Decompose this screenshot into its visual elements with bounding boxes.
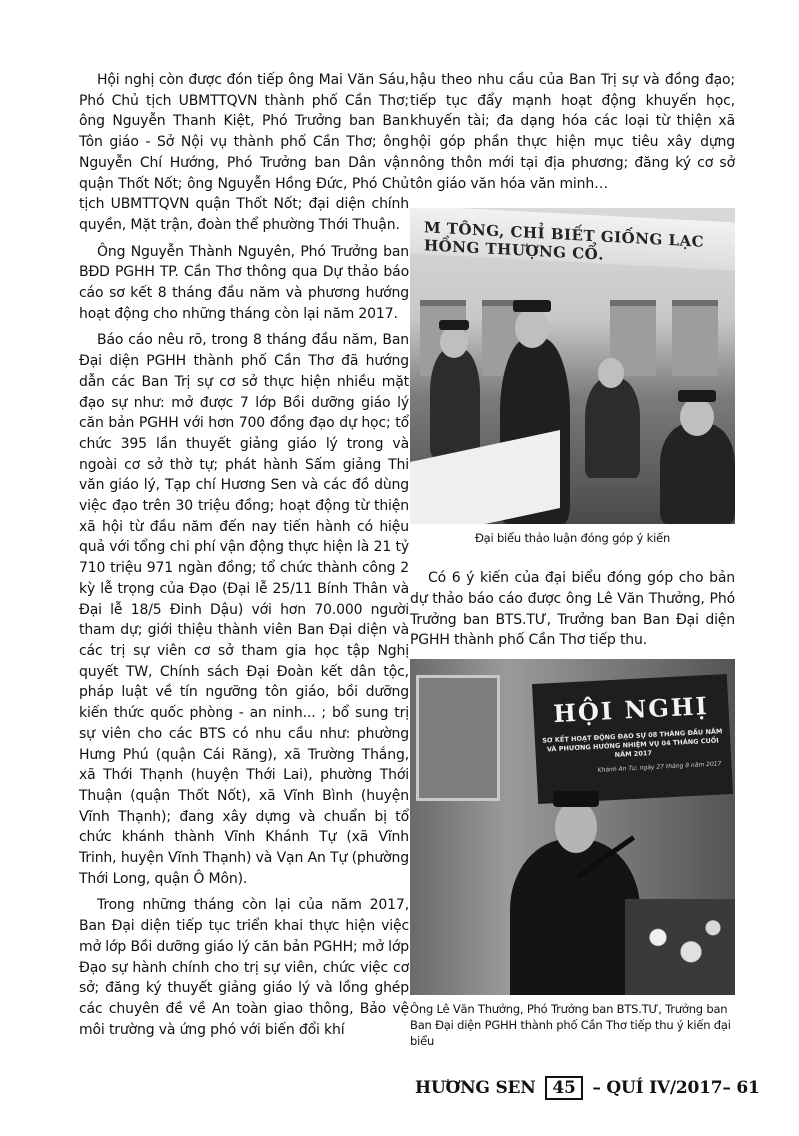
- issue-quarter: – QUÍ IV/2017–: [592, 1078, 731, 1098]
- photo-caption: Ông Lê Văn Thưởng, Phó Trưởng ban BTS.TƯ, Trưởng ban Ban Đại diện PGHH thành phố Cần Thơ tiếp thu ý kiến đại biểu: [410, 1002, 731, 1049]
- article-paragraph: Ông Nguyễn Thành Nguyên, Phó Trưởng ban BĐD PGHH TP. Cần Thơ thông qua Dự thảo báo cáo sơ kết 8 tháng đầu năm và phương hướng hoạt động cho những tháng còn lại năm 2017.: [79, 243, 409, 322]
- flower-arrangement: [625, 899, 735, 995]
- article-paragraph: Hội nghị còn được đón tiếp ông Mai Văn Sáu, Phó Chủ tịch UBMTTQVN thành phố Cần Thơ; ông Nguyễn Thanh Kiệt, Phó Trưởng ban Ban Tôn giáo - Sở Nội vụ thành phố Cần Thơ; ông Nguyễn Chí Hướng, Phó Trưởng ban Dân vận quận Thốt Nốt; ông Nguyễn Hồng Đức, Phó Chủ tịch UBMTTQVN quận Thốt Nốt; đại diện chính quyền, Mặt trận, đoàn thể phường Thới Thuận.: [79, 72, 409, 233]
- photo-caption: Đại biểu thảo luận đóng góp ý kiến: [474, 531, 671, 546]
- photo-speaker-at-podium: [410, 659, 735, 995]
- photo-delegates-discussion: [410, 208, 735, 524]
- article-paragraph: Trong những tháng còn lại của năm 2017, Ban Đại diện tiếp tục triển khai thực hiện việc mở lớp Bồi dưỡng giáo lý căn bản PGHH; mở lớp Đạo sự hành chính cho trị sự viên, chức việc cơ sở; đăng ký thuyết giảng giáo lý và lồng ghép các chuyên đề về An toàn giao thông, Bảo vệ môi trường và ứng phó với biến đổi khí: [79, 897, 409, 1038]
- article-paragraph: Báo cáo nêu rõ, trong 8 tháng đầu năm, Ban Đại diện PGHH thành phố Cần Thơ đã hướng dẫn các Ban Trị sự cơ sở thực hiện nhiều mặt đạo sự như: mở được 7 lớp Bồi dưỡng giáo lý căn bản PGHH với hơn 700 đồng đạo dự học; tổ chức 395 lần thuyết giảng giáo lý trong và ngoài cơ sở thờ tự; phát hành Sấm giảng Thi văn giáo lý, Tạp chí Hương Sen và các đồ dùng việc đạo trên 30 triệu đồng; hoạt động từ thiện xã hội từ đầu năm đến nay tiến hành có hiệu quả với tổng chi phí vận động thực hiện là 21 tỷ 710 triệu 971 ngàn đồng; tổ chức thành công 2 kỳ lễ trọng của Đạo (Đại lễ 25/11 Bính Thân và Đại lễ 18/5 Đinh Dậu) với hơn 70.000 người tham dự; giới thiệu thành viên Ban Đại diện và các trị sự viên cơ sở tham gia học tập Nghị quyết TW, Chính sách Đại Đoàn kết dân tộc, pháp luật về tín ngưỡng tôn giáo, bồi dưỡng kiến thức quốc phòng - an ninh... ; bổ sung trị sự viên cho các BTS có nhu cầu như: phường Hưng Phú (quận Cái Răng), xã Trường Thắng, xã Thới Thạnh (huyện Thới Lai), phường Thới Thuận (quận Thốt Nốt), xã Vĩnh Bình (huyện Vĩnh Thạnh); đang xây dựng và chuẩn bị tổ chức khánh thành Vĩnh Khánh Tự (xã Vĩnh Trinh, huyện Vĩnh Thạnh) và Vạn An Tự (phường Thới Long, quận Ô Môn).: [79, 332, 409, 887]
- magazine-name: HƯƠNG SEN: [415, 1078, 536, 1098]
- left-column: [79, 70, 409, 1046]
- conference-sign: HỘI NGHỊ SƠ KẾT HOẠT ĐỘNG ĐẠO SỰ 08 THÁNG ĐẦU NĂM VÀ PHƯƠNG HƯỚNG NHIỆM VỤ 04 THÁNG CUỐI NĂM 2017 Khánh An Tự, ngày 27 tháng 8 năm 2017: [532, 674, 733, 804]
- article-paragraph: Có 6 ý kiến của đại biểu đóng góp cho bản dự thảo báo cáo được ông Lê Văn Thưởng, Phó Trưởng ban BTS.TƯ, Trưởng ban Ban Đại diện PGHH thành phố Cần Thơ tiếp thu.: [410, 570, 735, 649]
- issue-number-box: 45: [545, 1076, 582, 1100]
- article-paragraph-continued: hậu theo nhu cầu của Ban Trị sự và đồng đạo; tiếp tục đẩy mạnh hoạt động khuyến học, khuyến tài; đa dạng hóa các loại từ thiện xã hội góp phần thực hiện mục tiêu xây dựng nông thôn mới tại địa phương; đăng ký cơ sở tôn giáo văn hóa văn minh…: [410, 72, 735, 192]
- hall-banner: M TÔNG, CHỈ BIẾT GIỐNG LẠC HỒNG THƯỢNG CỔ.: [410, 208, 735, 271]
- right-column: [410, 70, 735, 1049]
- framed-portrait: [416, 675, 500, 801]
- page-footer: [415, 1076, 760, 1102]
- page-number: 61: [736, 1078, 760, 1098]
